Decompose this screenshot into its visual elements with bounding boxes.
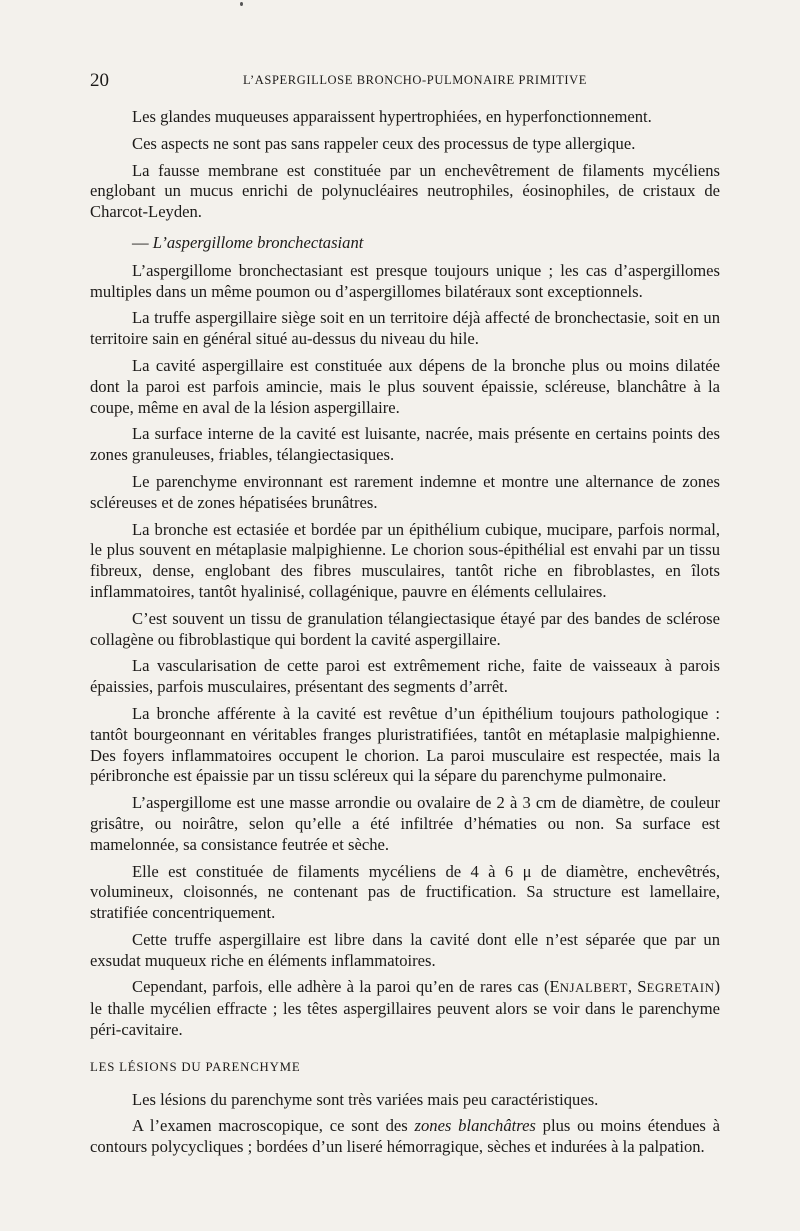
paragraph-3: La fausse membrane est constituée par un enchevêtrement de filaments mycéliens englobant un mucus enrichi de polynucléaires neutrophiles, éosinophiles, de cristaux de Charcot-Leyden. xyxy=(90,160,720,222)
author-enjalbert-initial: E xyxy=(549,977,560,997)
paragraph-7: La surface interne de la cavité est luisante, nacrée, mais présente en certains points des zones granuleuses, friables, télangiectasiques. xyxy=(90,424,720,465)
paragraph-16 xyxy=(90,977,720,1040)
author-enjalbert-rest: NJALBERT xyxy=(559,980,628,996)
paragraph-9: La bronche est ectasiée et bordée par un épithélium cubique, mucipare, parfois normal, le plus souvent en métaplasie malpighienne. Le chorion sous-épithélial est envahi par un tissu fibreux, dense, englobant des fibres musculaires, tantôt riche en fibroblastes, en îlots inflammatoires, tantôt hyalinisé, collagénique, pauvre en éléments cellulaires. xyxy=(90,519,720,601)
paragraph-16-start: Cependant, parfois, elle adhère à la paroi qu’en de rares cas ( xyxy=(132,977,550,997)
author-segretain xyxy=(637,977,714,996)
page-number: 20 xyxy=(90,70,109,91)
paragraph-5: La truffe aspergillaire siège soit en un territoire déjà affecté de bronchectasie, soit en un territoire sain en général situé au-dessus du niveau du hile. xyxy=(90,308,720,349)
ink-speck xyxy=(240,2,243,6)
paragraph-16-end: ) le thalle mycélien effracte ; les têtes aspergillaires peuvent alors se voir dans le parenchyme péri-cavitaire. xyxy=(90,977,721,1040)
subheading-text: L’aspergillome bronchectasiant xyxy=(152,232,364,252)
author-segretain-initial: S xyxy=(637,977,647,997)
paragraph-8: Le parenchyme environnant est rarement indemne et montre une alternance de zones scléreuses et de zones hépatisées brunâtres. xyxy=(90,471,720,512)
paragraph-1: Les glandes muqueuses apparaissent hypertrophiées, en hyperfonctionnement. xyxy=(132,107,652,126)
body-text xyxy=(90,107,720,1164)
section-heading: LES LÉSIONS DU PARENCHYME xyxy=(90,1059,301,1074)
subheading xyxy=(90,233,720,254)
paragraph-18-italic: zones blanchâtres xyxy=(414,1116,536,1136)
author-separator: , xyxy=(627,977,638,997)
subheading-dash: — xyxy=(132,232,153,252)
paragraph-2: Ces aspects ne sont pas sans rappeler ceux des processus de type allergique. xyxy=(132,133,636,153)
paragraph-6: La cavité aspergillaire est constituée aux dépens de la bronche plus ou moins dilatée dont la paroi est parfois amincie, mais le plus souvent épaissie, scléreuse, blanchâtre à la coupe, même en aval de la lésion aspergillaire. xyxy=(90,355,720,417)
paragraph-10: C’est souvent un tissu de granulation télangiectasique étayé par des bandes de sclérose collagène ou fibroblastique qui bordent la cavité aspergillaire. xyxy=(90,608,720,649)
paragraph-4: L’aspergillome bronchectasiant est presque toujours unique ; les cas d’aspergillomes multiples dans un même poumon ou d’aspergillomes bilatéraux sont exceptionnels. xyxy=(90,260,720,301)
page-header xyxy=(90,70,720,96)
paragraph-18 xyxy=(90,1116,720,1158)
paragraph-18-end: plus ou moins étendues à contours polycycliques ; bordées d’un liseré hémorragique, sèches et indurées à la palpation. xyxy=(90,1116,720,1157)
paragraph-12: La bronche afférente à la cavité est revêtue d’un épithélium toujours pathologique : tantôt bourgeonnant en véritables franges pluristratifiées, tantôt en métaplasie malpighienne. Des foyers inflammatoires occupent le chorion. La paroi musculaire est respectée, mais la péribronche est épaissie par un tissu scléreux qui la sépare du parenchyme pulmonaire. xyxy=(90,703,720,786)
author-enjalbert xyxy=(549,977,627,996)
paragraph-17: Les lésions du parenchyme sont très variées mais peu caractéristiques. xyxy=(132,1089,599,1109)
paragraph-14: Elle est constituée de filaments mycéliens de 4 à 6 μ de diamètre, enchevêtrés, volumineux, cloisonnés, ne contenant pas de fructification. Sa structure est lamellaire, stratifiée concentriquement. xyxy=(90,861,720,923)
paragraph-18-start: A l’examen macroscopique, ce sont des xyxy=(132,1116,415,1136)
author-segretain-rest: EGRETAIN xyxy=(646,980,715,996)
running-title: L’ASPERGILLOSE BRONCHO-PULMONAIRE PRIMITIVE xyxy=(242,73,588,87)
paragraph-15: Cette truffe aspergillaire est libre dans la cavité dont elle n’est séparée que par un exsudat muqueux riche en éléments inflammatoires. xyxy=(90,929,720,970)
paragraph-11: La vascularisation de cette paroi est extrêmement riche, faite de vaisseaux à parois épaissies, parfois musculaires, présentant des segments d’arrêt. xyxy=(90,656,720,697)
paragraph-13: L’aspergillome est une masse arrondie ou ovalaire de 2 à 3 cm de diamètre, de couleur grisâtre, ou noirâtre, selon qu’elle a été infiltrée d’hématies ou non. Sa surface est mamelonnée, sa consistance feutrée et sèche. xyxy=(90,793,720,854)
